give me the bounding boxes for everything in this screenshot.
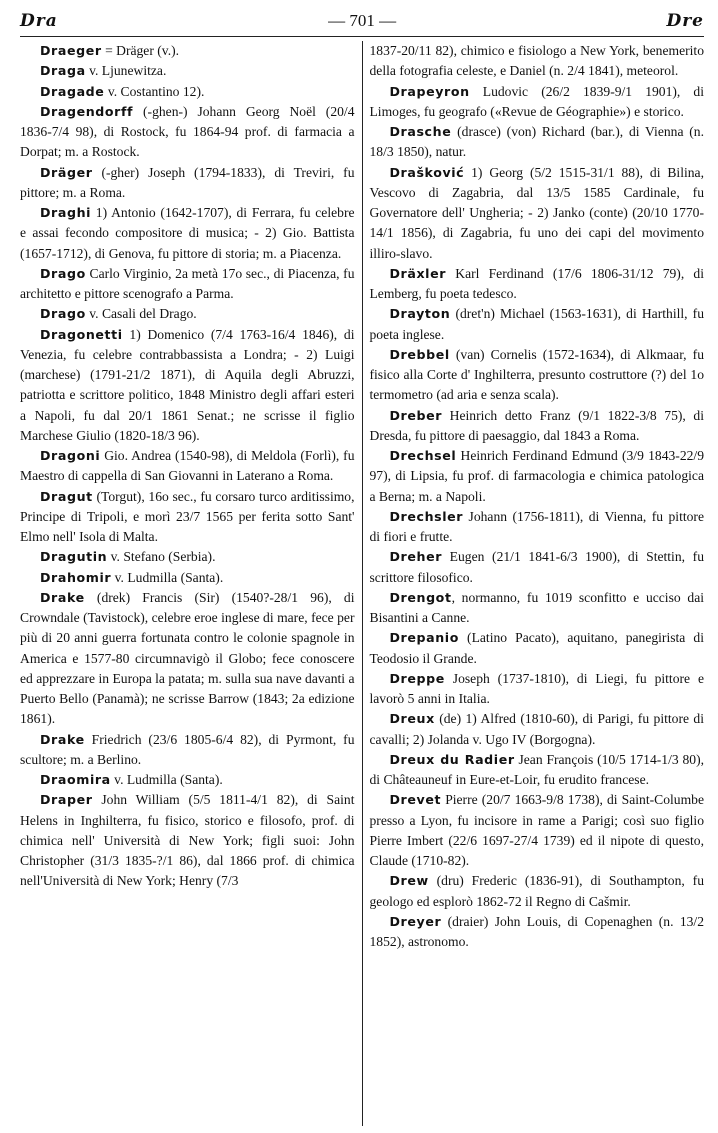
dictionary-entry (370, 709, 705, 750)
entry-headword: Drengot (389, 589, 452, 605)
entry-headword: Draper (40, 792, 93, 808)
dictionary-entry (20, 770, 355, 790)
entry-text: v. Ludmilla (Santa). (111, 569, 224, 585)
entry-headword: Drechsel (389, 448, 457, 463)
dictionary-entry (370, 790, 705, 871)
entry-text: (van) Cornelis (1572-1634), di Alkmaar, fu fisico alla Corte d' Inghilterra, presunto costruttore (?) del 1o termometro (ad aria e senza scala). (369, 346, 704, 403)
entry-text: v. Ljunewitza. (85, 63, 167, 79)
dictionary-entry (20, 203, 355, 264)
entry-text: 1) Domenico (7/4 1763-16/4 1846), di Venezia, fu celebre contrabbassista a Londra; - 2) Luigi (marchese) (1791-21/2 1871), di Aquila degli Abruzzi, patriotta e scrittore politico, 1848 Ministro degli affari esteri a Napoli, fu dal 20/1 1861 Senat.; ne scrisse il figlio Marchese Giulio (1820-18/3 96). (20, 326, 355, 443)
entry-text: Karl Ferdinand (17/6 1806-31/12 79), di Lemberg, fu poeta tedesco. (369, 265, 704, 301)
entry-headword: Drayton (389, 306, 451, 322)
entry-text: Johann (1756-1811), di Vienna, fu pittore di fiori e frutte. (369, 508, 704, 544)
entry-headword: Drechsler (389, 508, 464, 524)
entry-headword: Dreber (389, 407, 443, 423)
entry-text: , normanno, fu 1019 sconfitto e ucciso dai Bisantini a Canne. (369, 589, 704, 625)
dictionary-entry (20, 264, 355, 305)
dictionary-entry (370, 406, 705, 447)
dictionary-entry (370, 750, 705, 791)
dictionary-entry (370, 41, 705, 82)
entry-headword: Dreppe (389, 670, 445, 686)
dictionary-entry (370, 547, 705, 588)
entry-text: Joseph (1737-1810), di Liegi, fu pittore e lavorò 5 anni in Italia. (369, 670, 704, 706)
entry-text: 1) Georg (5/2 1515-31/1 88), di Bilina, Vescovo di Zagabria, dal 13/5 1585 Cardinale, fu Governatore dell' Ungheria; - 2) Janko (conte) (20/10 1770-14/1 1856), di Zagabria, fu uno dei capi del movimento illiro-slavo. (369, 164, 704, 261)
dictionary-entry (20, 82, 355, 102)
entry-text: (Latino Pacato), aquitano, panegirista di Teodosio il Grande. (369, 630, 704, 666)
entry-headword: Drepanio (389, 630, 459, 646)
entry-headword: Dragonetti (40, 326, 123, 342)
entry-headword: Draga (40, 63, 86, 79)
entry-text: (drasce) (von) Richard (bar.), di Vienna (n. 18/3 1850), natur. (369, 124, 704, 160)
entry-headword: Drašković (389, 164, 465, 180)
entry-headword: Drago (40, 306, 86, 322)
entry-text: John William (5/5 1811-4/1 82), di Saint Helens in Inghilterra, fu fisico, storico e filosofo, prof. di chimica nell' Università di New York; figli suoi: John Christopher (31/3 1835-?/1 86), dal 1866 prof. di chimica nell'Università di New York; Henry (7/3 (20, 792, 355, 889)
entry-headword: Dräger (40, 164, 93, 180)
entry-headword: Dragut (40, 488, 93, 504)
entry-text: Heinrich detto Franz (9/1 1822-3/8 75), di Dresda, fu pittore di paesaggio, dal 1843 a Roma. (369, 407, 704, 443)
dictionary-entry (20, 163, 355, 204)
entry-headword: Drevet (389, 792, 442, 808)
entry-headword: Draomira (40, 772, 111, 787)
dictionary-entry (370, 264, 705, 305)
entry-text: (-gher) Joseph (1794-1833), di Treviri, fu pittore; m. a Roma. (20, 164, 355, 200)
entry-headword: Drapeyron (389, 83, 470, 99)
dictionary-entry (20, 568, 355, 588)
dictionary-entry (20, 102, 355, 163)
right-column (362, 41, 705, 1126)
entry-text: (dret'n) Michael (1563-1631), di Harthill, fu poeta inglese. (369, 306, 704, 342)
dictionary-entry (20, 41, 355, 61)
page-number: — 701 — (328, 11, 397, 30)
entry-headword: Dragoni (40, 448, 101, 463)
entry-text: v. Stefano (Serbia). (107, 549, 216, 565)
text-columns (20, 41, 704, 1126)
entry-text: Gio. Andrea (1540-98), di Meldola (Forlì), fu Maestro di cappella di San Giovanni in Laterano a Roma. (20, 448, 355, 484)
entry-headword: Dragade (40, 83, 105, 99)
dictionary-entry (370, 82, 705, 123)
header-left-guide-word: Dra (20, 11, 58, 31)
entry-headword: Drake (40, 731, 85, 747)
entry-headword: Dräxler (389, 265, 447, 281)
entry-text: Carlo Virginio, 2a metà 17o sec., di Piacenza, fu architetto e pittore scenografo a Parma. (20, 265, 355, 301)
dictionary-entry (370, 446, 705, 507)
entry-headword: Dragendorff (40, 103, 134, 119)
left-column (20, 41, 362, 1126)
entry-text: Eugen (21/1 1841-6/3 1900), di Stettin, fu scrittore filosofico. (369, 549, 704, 585)
entry-text: Heinrich Ferdinand Edmund (3/9 1843-22/9 97), di Lipsia, fu prof. di farmacologia e chimica patologica a Berna; m. a Napoli. (369, 448, 704, 504)
dictionary-entry (20, 547, 355, 567)
dictionary-entry (370, 507, 705, 548)
dictionary-entry (370, 871, 705, 912)
entry-text: = Dräger (v.). (101, 43, 180, 58)
entry-text: (draier) John Louis, di Copenaghen (n. 13/2 1852), astronomo. (369, 913, 704, 949)
entry-headword: Dreux (389, 711, 435, 727)
entry-text: Ludovic (26/2 1839-9/1 1901), di Limoges, fu geografo («Revue de Géographie») e storico. (369, 83, 704, 119)
entry-headword: Drebbel (389, 346, 450, 362)
entry-text: v. Casali del Drago. (85, 306, 197, 322)
dictionary-entry (370, 345, 705, 406)
entry-text: Friedrich (23/6 1805-6/4 82), di Pyrmont, fu scultore; m. a Berlino. (20, 731, 355, 767)
dictionary-entry (20, 325, 355, 447)
dictionary-entry (20, 730, 355, 771)
dictionary-entry (20, 487, 355, 548)
dictionary-entry (20, 304, 355, 324)
dictionary-entry (370, 163, 705, 264)
entry-text: (Torgut), 16o sec., fu corsaro turco arditissimo, Principe di Tripoli, e morì 23/7 1565 per ferita sotto Sant' Elmo nell' Isola di Malta. (20, 488, 355, 544)
dictionary-entry (20, 446, 355, 487)
dictionary-entry (370, 628, 705, 669)
entry-headword: Drew (389, 873, 429, 889)
dictionary-entry (20, 790, 355, 891)
entry-text: 1837-20/11 82), chimico e fisiologo a New York, benemerito della fotografia celeste, e Daniel (n. 2/4 1841), meteorol. (369, 43, 704, 79)
dictionary-entry (370, 304, 705, 345)
entry-headword: Dreux du Radier (389, 751, 515, 767)
page-header (20, 6, 704, 37)
dictionary-entry (370, 588, 705, 629)
entry-text: Jean François (10/5 1714-1/3 80), di Châteauneuf in Eure-et-Loir, fu erudito francese. (369, 751, 704, 787)
dictionary-entry (20, 588, 355, 730)
entry-headword: Drahomir (40, 569, 112, 585)
entry-text: (-ghen-) Johann Georg Noël (20/4 1836-7/4 98), di Rostock, fu 1864-94 prof. di farmacia a Dorpat; m. a Rostock. (20, 103, 355, 160)
dictionary-entry (20, 61, 355, 81)
entry-text: v. Ludmilla (Santa). (110, 772, 223, 787)
entry-text: (drek) Francis (Sir) (1540?-28/1 96), di Crowndale (Tavistock), celebre eroe inglese di mare, fece per più di 20 anni guerra fortunata contro le colonie spagnole in America e 1577-80 circumnavigò il Globo; fece conoscere ed apprezzare in Europa la patata; m. sulla sua nave davanti a Puerto Bello (Panamà); ne scrisse Barrow (1843; 2a edizione 1861). (20, 589, 355, 727)
entry-text: 1) Antonio (1642-1707), di Ferrara, fu celebre e assai fecondo compositore di musica; - 2) Gio. Battista (1657-1712), di Genova, fu pittore di storia; m. a Piacenza. (20, 205, 355, 261)
dictionary-entry (370, 122, 705, 163)
dictionary-entry (370, 669, 705, 710)
entry-headword: Drasche (389, 124, 452, 139)
entry-text: Pierre (20/7 1663-9/8 1738), di Saint-Columbe presso a Lyon, fu incisore in rame a Parigi; così suo figlio Pierre Imbert (22/6 1697-27/4 1739) ed il nipote di questo, Claude (1710-82). (369, 792, 704, 868)
entry-headword: Draghi (40, 205, 92, 220)
entry-headword: Drake (40, 589, 85, 605)
entry-headword: Dragutin (40, 549, 108, 565)
entry-headword: Dreyer (389, 913, 442, 929)
dictionary-entry (370, 912, 705, 953)
entry-headword: Dreher (389, 549, 443, 565)
entry-text: v. Costantino 12). (104, 83, 205, 99)
entry-text: (de) 1) Alfred (1810-60), di Parigi, fu pittore di cavalli; 2) Jolanda v. Ugo IV (Borgogna). (369, 711, 704, 747)
entry-headword: Draeger (40, 43, 102, 58)
header-right-guide-word: Dre (666, 11, 704, 31)
entry-text: (dru) Frederic (1836-91), di Southampton, fu geologo ed esplorò 1862-72 il Regno di Cašmir. (369, 873, 704, 909)
entry-headword: Drago (40, 265, 86, 281)
